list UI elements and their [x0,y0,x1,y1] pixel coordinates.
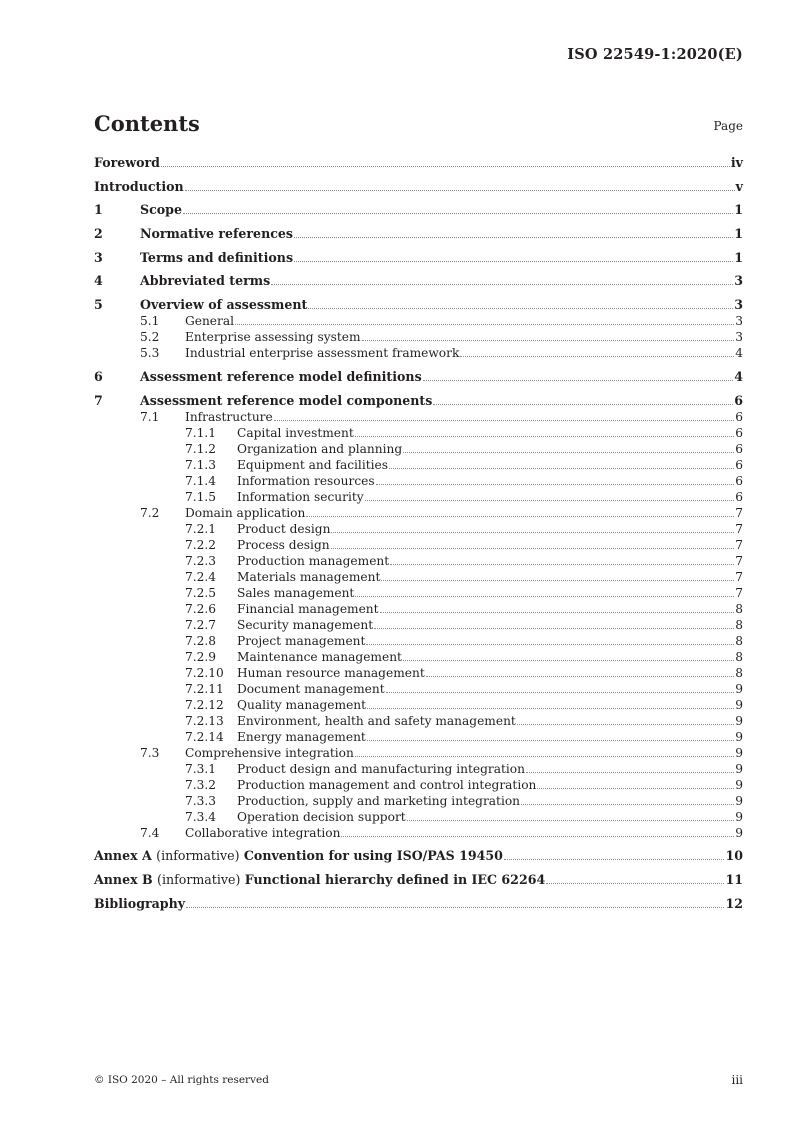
toc-entry-page: 8 [735,633,743,648]
toc-entry-number: 5.2 [140,330,160,345]
dot-leader [367,740,734,741]
toc-entry-number: 7.3.1 [185,761,217,776]
toc-entry[interactable] [94,848,743,864]
toc-entry-label: Collaborative integration [185,825,341,840]
toc-entry-number: 7.2.4 [185,569,217,584]
toc-entry-label: Industrial enterprise assessment framework [185,346,460,361]
toc-entry-number: 7.4 [140,825,160,840]
toc-entry-number: 7.1.5 [185,489,217,504]
toc-entry-number: 7.1.1 [185,425,217,440]
toc-entry-page: 9 [735,761,743,776]
annex-prefix: Annex B [94,871,153,887]
dot-leader [389,468,734,469]
toc-entry[interactable] [94,409,743,425]
toc-entry-label: Information security [237,489,364,504]
toc-entry[interactable] [94,345,743,361]
toc-entry[interactable] [94,273,743,289]
dot-leader [271,284,733,285]
toc-entry-label: Quality management [237,697,367,712]
toc-entry-page: 1 [734,202,743,218]
toc-entry-label: Organization and planning [237,441,403,456]
toc-entry-page: 3 [735,314,743,329]
toc-entry-label: Enterprise assessing system [185,330,361,345]
dot-leader [183,213,733,214]
dot-leader [355,596,734,597]
toc-entry-number: 7.1.3 [185,457,217,472]
toc-entry-page: 10 [725,848,743,864]
dot-leader [294,237,733,238]
toc-entry-page: 9 [735,697,743,712]
dot-leader [504,859,725,860]
toc-entry-number: 6 [94,368,103,384]
toc-entry[interactable] [94,553,743,569]
toc-entry-label: Document management [237,681,385,696]
toc-entry-number: 7.2.1 [185,521,217,536]
toc-entry-number: 7.2.12 [185,697,224,712]
toc-entry[interactable] [94,633,743,649]
toc-entry-page: 9 [735,825,743,840]
toc-entry-label: Equipment and facilities [237,457,388,472]
annex-note: (informative) [156,848,240,864]
toc-entry-label: Information resources [237,473,375,488]
toc-entry-label: Domain application [185,505,306,520]
dot-leader [537,788,734,789]
toc-entry-label: Scope [140,202,182,218]
toc-entry[interactable] [94,250,743,266]
annex-title: Functional hierarchy defined in IEC 62264 [244,871,546,887]
toc-entry-label: Production, supply and marketing integration [237,793,521,808]
toc-entry-page: 1 [734,249,743,265]
toc-entry[interactable] [94,537,743,553]
toc-entry-label: Project management [237,633,366,648]
dot-leader [426,676,735,677]
dot-leader [366,644,734,645]
toc-entry-label: Financial management [237,601,379,616]
toc-entry-page: 8 [735,665,743,680]
toc-entry[interactable] [94,521,743,537]
toc-entry-page: 6 [735,457,743,472]
toc-entry[interactable] [94,745,743,761]
toc-entry-label [94,848,503,864]
dot-leader [341,836,734,837]
toc-entry-page: 8 [735,617,743,632]
toc-entry-number: 2 [94,226,103,242]
toc-entry-page: 12 [725,895,743,911]
toc-entry-label: Normative references [140,226,294,242]
dot-leader [526,772,734,773]
toc-entry-page: 6 [735,409,743,424]
toc-entry-label: Abbreviated terms [140,273,271,289]
dot-leader [331,532,734,533]
toc-entry[interactable] [94,777,743,793]
dot-leader [185,190,735,191]
toc-entry[interactable] [94,313,743,329]
toc-entry[interactable] [94,585,743,601]
dot-leader [460,356,734,357]
toc-entry-number: 4 [94,273,103,289]
toc-entry-label: Infrastructure [185,409,273,424]
page-column-label: Page [713,119,743,133]
toc-entry-page: iv [730,155,743,170]
toc-entry-page: 6 [735,425,743,440]
footer-copyright: © ISO 2020 – All rights reserved [94,1074,269,1086]
toc-entry-label: Production management and control integration [237,777,537,792]
toc-entry-number: 5.3 [140,346,160,361]
toc-entry[interactable] [94,226,743,242]
toc-entry-number: 7.2.13 [185,713,224,728]
toc-entry[interactable] [94,793,743,809]
toc-entry[interactable] [94,441,743,457]
dot-leader [546,883,724,884]
toc-entry-page: 7 [735,569,743,584]
dot-leader [390,564,734,565]
toc-entry-number: 5 [94,297,103,313]
toc-entry-number: 1 [94,202,103,218]
table-of-contents [94,155,743,912]
toc-entry-number: 3 [94,249,103,265]
dot-leader [367,708,734,709]
toc-entry-page: 8 [735,649,743,664]
toc-entry[interactable] [94,872,743,888]
dot-leader [381,580,734,581]
toc-entry-number: 7.2.5 [185,585,217,600]
toc-entry-page: v [735,178,743,194]
dot-leader [186,907,724,908]
toc-entry-label: Energy management [237,729,366,744]
toc-entry-number: 7.1.2 [185,441,217,456]
dot-leader [433,404,733,405]
toc-entry-number: 5.1 [140,314,160,329]
toc-entry-page: 7 [735,505,743,520]
dot-leader [386,692,735,693]
toc-entry[interactable] [94,425,743,441]
toc-entry[interactable] [94,179,743,195]
toc-entry[interactable] [94,155,743,171]
toc-entry-page: 7 [735,585,743,600]
toc-entry[interactable] [94,569,743,585]
toc-entry-label: General [185,314,234,329]
toc-entry-number: 7.2 [140,505,160,520]
dot-leader [407,820,735,821]
annex-prefix: Annex A [94,848,152,864]
toc-entry[interactable] [94,202,743,218]
toc-entry-page: 7 [735,537,743,552]
toc-entry-number: 7.2.6 [185,601,217,616]
toc-entry-number: 7.3 [140,745,160,760]
toc-entry-label: Capital investment [237,425,354,440]
toc-entry-page: 8 [735,601,743,616]
toc-entry-page: 4 [734,368,743,384]
dot-leader [380,612,735,613]
toc-entry-label: Terms and definitions [140,249,294,265]
toc-entry-number: 7.1 [140,409,160,424]
toc-entry-label: Product design [237,521,331,536]
toc-entry-page: 9 [735,713,743,728]
toc-entry[interactable] [94,665,743,681]
toc-entry-page: 7 [735,553,743,568]
dot-leader [517,724,734,725]
toc-entry[interactable] [94,329,743,345]
dot-leader [365,500,735,501]
dot-leader [362,340,735,341]
toc-entry-label: Foreword [94,155,160,170]
toc-entry[interactable] [94,489,743,505]
dot-leader [374,628,734,629]
toc-entry[interactable] [94,681,743,697]
dot-leader [161,166,730,167]
toc-entry-page: 6 [735,473,743,488]
toc-entry-label: Assessment reference model definitions [140,368,422,384]
dot-leader [331,548,735,549]
dot-leader [308,308,733,309]
toc-entry-label: Maintenance management [237,649,402,664]
toc-entry-number: 7.2.14 [185,729,224,744]
toc-entry-number: 7.1.4 [185,473,217,488]
dot-leader [403,660,734,661]
toc-entry[interactable] [94,617,743,633]
toc-entry[interactable] [94,729,743,745]
toc-entry[interactable] [94,473,743,489]
dot-leader [376,484,735,485]
annex-note: (informative) [157,871,241,887]
toc-entry[interactable] [94,713,743,729]
dot-leader [355,436,734,437]
dot-leader [306,516,734,517]
toc-entry-label: Comprehensive integration [185,745,354,760]
toc-entry-label: Introduction [94,178,184,194]
toc-entry[interactable] [94,601,743,617]
toc-entry-label: Materials management [237,569,381,584]
toc-entry[interactable] [94,457,743,473]
toc-entry-number: 7.2.7 [185,617,217,632]
toc-entry-number: 7.2.8 [185,633,217,648]
toc-entry-page: 6 [735,441,743,456]
toc-entry-number: 7.3.4 [185,809,217,824]
toc-entry-page: 9 [735,793,743,808]
toc-entry-label: Environment, health and safety management [237,713,516,728]
footer-page-number: iii [731,1073,743,1087]
toc-entry-page: 6 [734,392,743,408]
toc-entry-page: 1 [734,226,743,242]
toc-entry[interactable] [94,761,743,777]
toc-entry-page: 3 [735,330,743,345]
toc-entry-number: 7.2.11 [185,681,224,696]
toc-entry-label: Assessment reference model components [140,392,433,408]
toc-entry-label: Product design and manufacturing integration [237,761,525,776]
toc-entry-label: Overview of assessment [140,297,308,313]
toc-entry-page: 9 [735,777,743,792]
dot-leader [235,324,734,325]
toc-entry-label: Security management [237,617,374,632]
toc-entry-page: 9 [735,745,743,760]
dot-leader [423,380,734,381]
toc-entry-number: 7.3.2 [185,777,217,792]
toc-entry[interactable] [94,393,743,409]
toc-entry-number: 7.2.2 [185,537,217,552]
toc-entry-label: Operation decision support [237,809,406,824]
annex-title: Convention for using ISO/PAS 19450 [243,848,503,864]
toc-entry-page: 7 [735,521,743,536]
dot-leader [521,804,734,805]
toc-entry-page: 3 [734,273,743,289]
toc-entry-label: Sales management [237,585,355,600]
toc-entry[interactable] [94,649,743,665]
toc-entry-page: 4 [735,346,743,361]
dot-leader [403,452,734,453]
toc-entry[interactable] [94,809,743,825]
toc-entry-page: 3 [734,297,743,313]
dot-leader [355,756,734,757]
toc-entry-page: 11 [725,871,743,887]
dot-leader [294,261,733,262]
toc-entry-label: Production management [237,553,390,568]
toc-entry[interactable] [94,825,743,841]
toc-entry[interactable] [94,505,743,521]
toc-entry-number: 7 [94,392,103,408]
toc-entry[interactable] [94,896,743,912]
toc-entry-page: 9 [735,681,743,696]
toc-entry-page: 9 [735,809,743,824]
toc-entry-number: 7.3.3 [185,793,217,808]
toc-entry[interactable] [94,369,743,385]
toc-entry-number: 7.2.9 [185,649,217,664]
dot-leader [274,420,735,421]
toc-entry-number: 7.2.3 [185,553,217,568]
toc-entry-label: Human resource management [237,665,425,680]
toc-entry-page: 6 [735,489,743,504]
toc-entry[interactable] [94,297,743,313]
toc-entry-label: Process design [237,537,330,552]
toc-entry[interactable] [94,697,743,713]
toc-entry-label [94,872,545,888]
toc-entry-page: 9 [735,729,743,744]
document-id-header: ISO 22549-1:2020(E) [567,46,743,63]
contents-title: Contents [94,111,200,136]
toc-entry-label: Bibliography [94,895,186,911]
toc-entry-number: 7.2.10 [185,665,224,680]
